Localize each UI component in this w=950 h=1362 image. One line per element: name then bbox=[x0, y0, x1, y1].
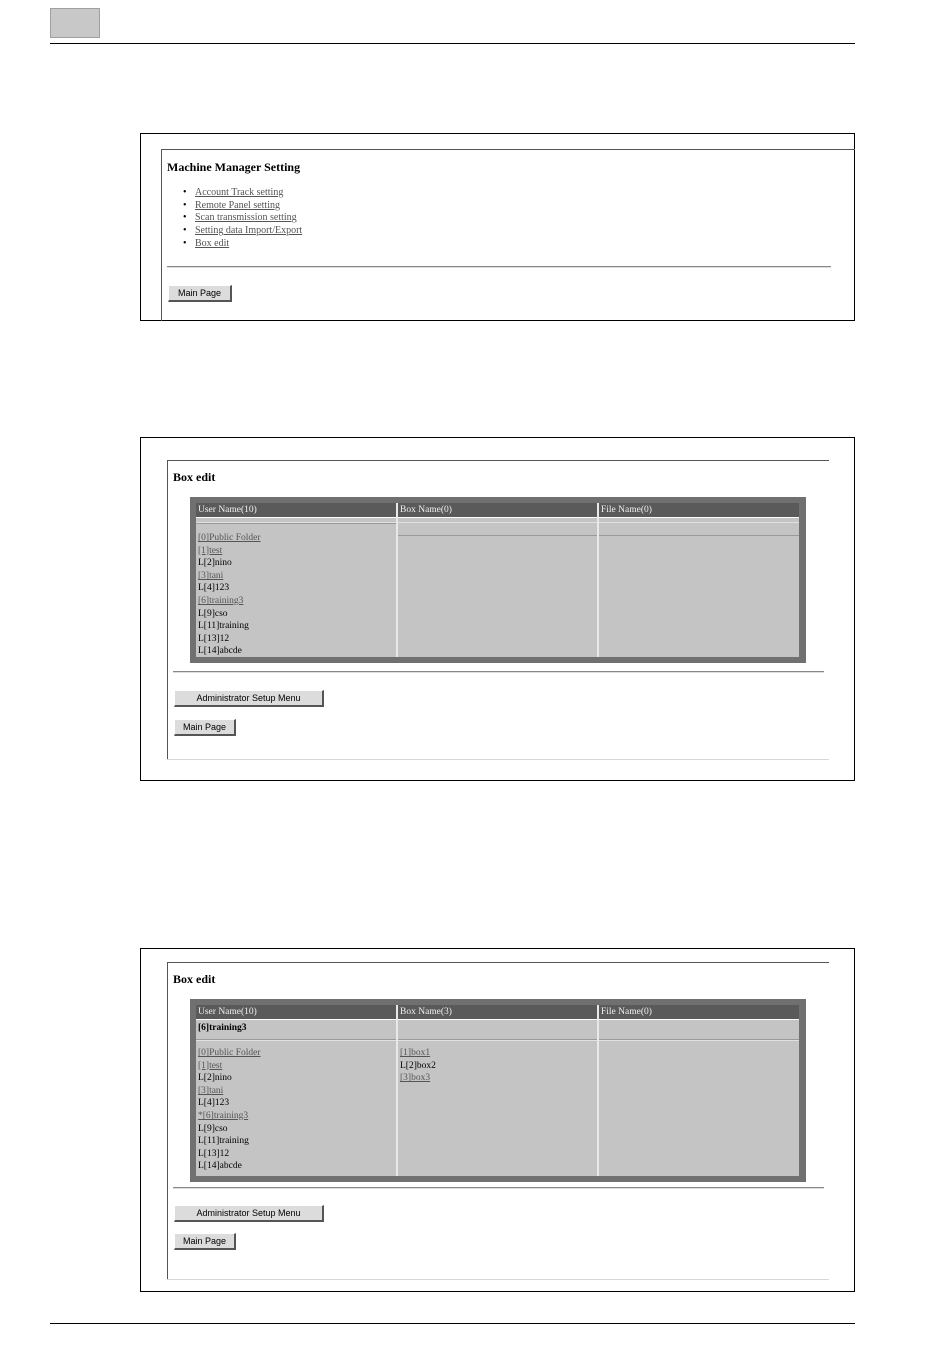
frame-top-line bbox=[167, 962, 829, 963]
user-item: L[2]nino bbox=[198, 558, 232, 569]
user-item: L[11]training bbox=[198, 621, 249, 632]
main-page-button[interactable]: Main Page bbox=[174, 1233, 236, 1250]
list-item bbox=[183, 187, 302, 200]
user-item: L[2]nino bbox=[198, 1073, 232, 1084]
header-rule bbox=[50, 43, 855, 44]
user-item-selected[interactable]: *[6]training3 bbox=[198, 1110, 249, 1121]
list-item bbox=[183, 200, 302, 213]
frame-left-line bbox=[167, 962, 168, 1280]
scan-transmission-link[interactable]: Scan transmission setting bbox=[195, 212, 297, 224]
administrator-setup-menu-button[interactable]: Administrator Setup Menu bbox=[174, 1205, 324, 1222]
box-column-header: Box Name(0) bbox=[398, 503, 597, 518]
column-separator bbox=[599, 522, 799, 523]
user-item: L[11]training bbox=[198, 1136, 249, 1147]
user-list bbox=[196, 1047, 396, 1173]
user-item: L[4]123 bbox=[198, 583, 230, 594]
main-page-button[interactable]: Main Page bbox=[168, 285, 232, 302]
list-item bbox=[183, 212, 302, 225]
chapter-marker bbox=[50, 8, 100, 38]
frame-left-line bbox=[161, 149, 162, 321]
box-edit-table bbox=[196, 503, 799, 657]
list-item bbox=[183, 225, 302, 238]
box-column bbox=[398, 1005, 599, 1176]
box-item[interactable]: [1]box1 bbox=[400, 1048, 431, 1058]
user-item: L[9]cso bbox=[198, 1123, 228, 1134]
box-column-header: Box Name(3) bbox=[398, 1005, 597, 1020]
box-item[interactable]: [3]box3 bbox=[400, 1073, 431, 1084]
import-export-link[interactable]: Setting data Import/Export bbox=[195, 225, 303, 237]
user-item: L[9]cso bbox=[198, 608, 228, 619]
column-separator bbox=[398, 1040, 597, 1041]
user-item: L[14]abcde bbox=[198, 646, 242, 657]
page-title: Machine Manager Setting bbox=[167, 160, 301, 174]
list-item bbox=[183, 238, 302, 251]
remote-panel-link[interactable]: Remote Panel setting bbox=[195, 199, 280, 211]
box-edit-table-frame bbox=[190, 497, 806, 663]
user-item: L[13]12 bbox=[198, 1148, 230, 1159]
divider bbox=[167, 266, 831, 268]
column-separator bbox=[398, 522, 597, 523]
footer-rule bbox=[50, 1323, 855, 1324]
user-list bbox=[196, 532, 396, 658]
user-item[interactable]: [0]Public Folder bbox=[198, 533, 261, 543]
user-item[interactable]: [3]tani bbox=[198, 570, 224, 581]
file-column-header: File Name(0) bbox=[599, 1005, 799, 1020]
selected-user-label: [6]training3 bbox=[198, 1023, 247, 1033]
page-title: Box edit bbox=[173, 972, 216, 986]
settings-link-list bbox=[183, 187, 302, 251]
column-separator bbox=[599, 535, 799, 536]
user-column-header: User Name(10) bbox=[196, 503, 396, 518]
user-column-header: User Name(10) bbox=[196, 1005, 396, 1020]
frame-top-line bbox=[167, 460, 829, 461]
frame-left-line bbox=[167, 460, 168, 760]
main-page-button[interactable]: Main Page bbox=[174, 719, 236, 736]
divider bbox=[173, 1187, 824, 1189]
column-separator bbox=[196, 523, 396, 524]
column-separator bbox=[599, 1040, 799, 1041]
frame-bottom-line bbox=[167, 1279, 829, 1280]
administrator-setup-menu-button[interactable]: Administrator Setup Menu bbox=[174, 690, 324, 707]
user-item: L[14]abcde bbox=[198, 1161, 242, 1172]
box-edit-table-frame bbox=[190, 999, 806, 1182]
column-separator bbox=[398, 535, 597, 536]
screenshot-box-edit-1 bbox=[140, 437, 855, 781]
box-edit-table bbox=[196, 1005, 799, 1176]
user-column bbox=[196, 503, 398, 657]
user-item[interactable]: [0]Public Folder bbox=[198, 1048, 261, 1058]
column-separator bbox=[196, 1040, 396, 1041]
frame-bottom-line bbox=[167, 759, 829, 760]
screenshot-machine-manager bbox=[140, 133, 855, 321]
divider bbox=[173, 671, 824, 673]
box-list bbox=[398, 1047, 597, 1085]
user-item[interactable]: [3]tani bbox=[198, 1085, 224, 1096]
user-item[interactable]: [1]test bbox=[198, 545, 223, 556]
file-column-header: File Name(0) bbox=[599, 503, 799, 518]
box-item: L[2]box2 bbox=[400, 1060, 436, 1071]
user-item: L[13]12 bbox=[198, 633, 230, 644]
user-item[interactable]: [6]training3 bbox=[198, 595, 244, 606]
user-item: L[4]123 bbox=[198, 1098, 230, 1109]
user-item[interactable]: [1]test bbox=[198, 1060, 223, 1071]
file-column bbox=[599, 503, 799, 657]
box-column bbox=[398, 503, 599, 657]
user-column bbox=[196, 1005, 398, 1176]
account-track-link[interactable]: Account Track setting bbox=[195, 187, 284, 198]
screenshot-box-edit-2 bbox=[140, 948, 855, 1292]
file-column bbox=[599, 1005, 799, 1176]
box-edit-link[interactable]: Box edit bbox=[195, 237, 230, 249]
frame-top-line bbox=[161, 149, 855, 150]
page-title: Box edit bbox=[173, 470, 216, 484]
